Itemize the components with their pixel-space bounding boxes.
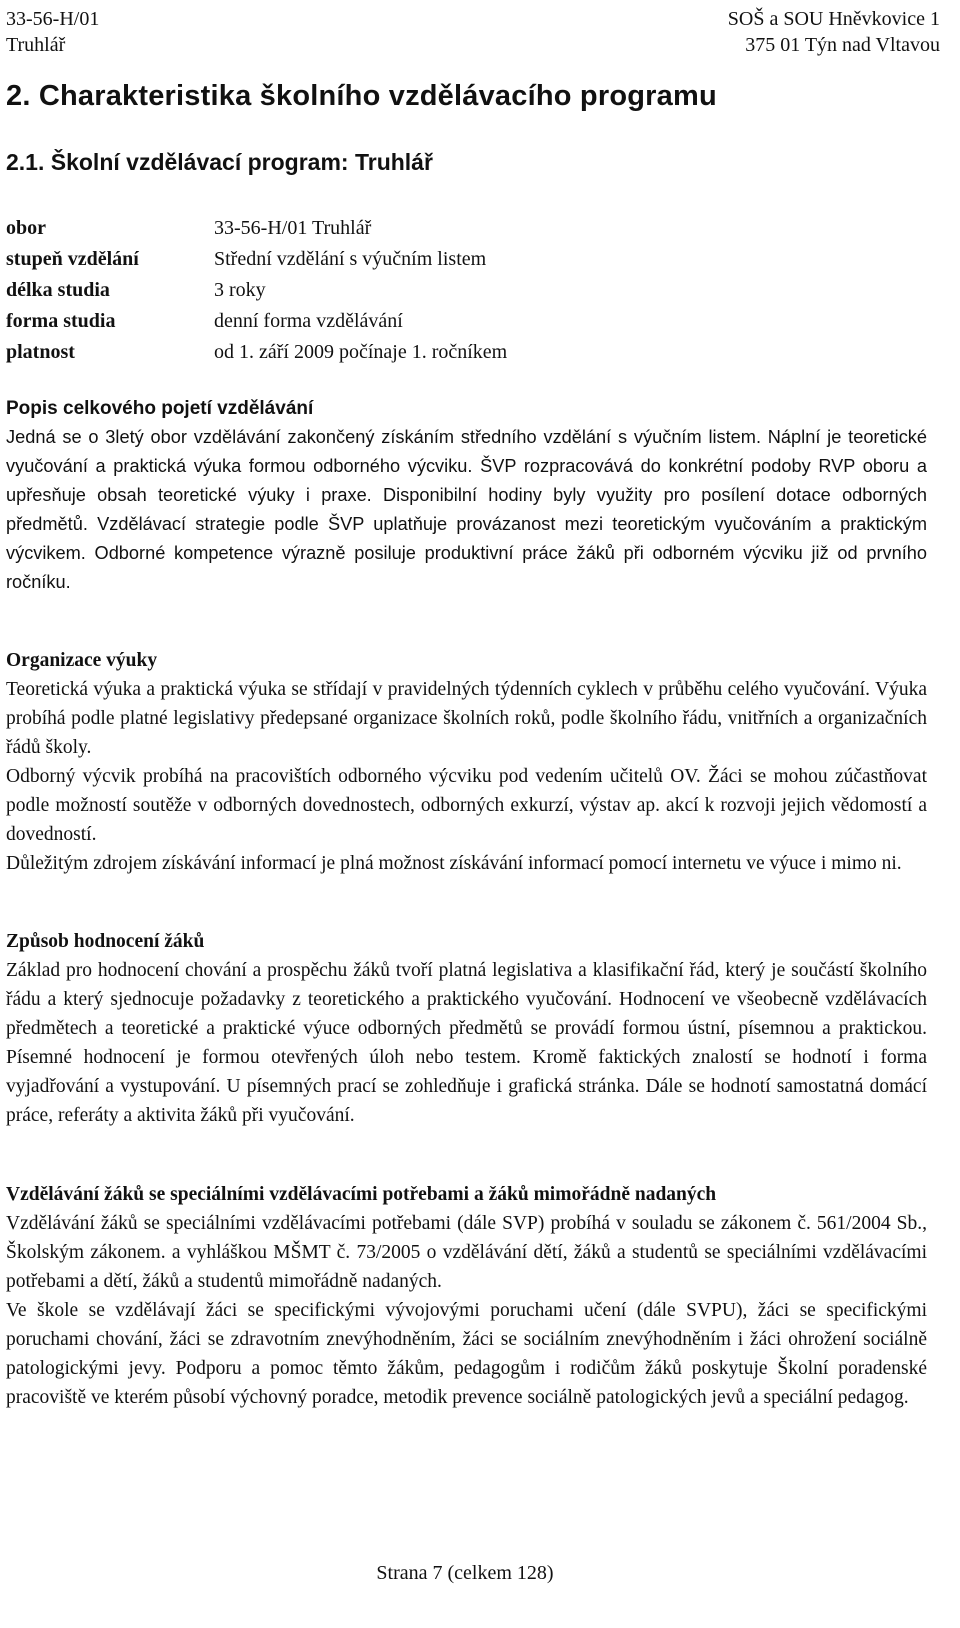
info-value: 3 roky bbox=[214, 279, 266, 301]
info-label: obor bbox=[6, 217, 46, 239]
section-pojeti bbox=[6, 394, 927, 597]
header-left bbox=[6, 6, 99, 58]
info-value: denní forma vzdělávání bbox=[214, 310, 403, 332]
header-code: 33-56-H/01 bbox=[6, 8, 100, 30]
header-right bbox=[728, 6, 940, 58]
section-heading: Způsob hodnocení žáků bbox=[6, 931, 205, 952]
info-label: forma studia bbox=[6, 310, 116, 332]
section-paragraph: Vzdělávání žáků se speciálními vzdělávacími potřebami (dále SVP) probíhá v souladu se zákonem č. 561/2004 Sb., Školským zákonem. a vyhláškou MŠMT č. 73/2005 o vzdělávání dětí, žáků a studentů se speciálními vzdělávacími potřebami a dětí, žáků a studentů mimořádně nadaných. bbox=[6, 1213, 927, 1292]
info-label: platnost bbox=[6, 341, 75, 363]
header-school: SOŠ a SOU Hněvkovice 1 bbox=[727, 8, 940, 30]
info-value: 33-56-H/01 Truhlář bbox=[214, 217, 372, 239]
info-label: stupeň vzdělání bbox=[6, 248, 139, 270]
section-heading: Popis celkového pojetí vzdělávání bbox=[6, 398, 314, 419]
info-value: Střední vzdělání s výučním listem bbox=[214, 248, 487, 270]
section-heading: Vzdělávání žáků se speciálními vzdělávacími potřebami a žáků mimořádně nadaných bbox=[6, 1184, 717, 1205]
section-paragraph: Základ pro hodnocení chování a prospěchu žáků tvoří platná legislativa a klasifikační řád, který je součástí školního řádu a který sjednocuje požadavky z teoretického a praktického vyučování. Hodnocení ve všeobecně vzdělávacích předmětech a teoretické a praktické výuce odborných předmětů se provádí formou ústní, písemnou a praktickou. Písemné hodnocení je formou otevřených úloh nebo testem. Kromě faktických znalostí se hodnotí i forma vyjadřování a vystupování. U písemných prací se zohledňuje i grafická stránka. Dále se hodnotí samostatná domácí práce, referáty a aktivita žáků při vyučování. bbox=[6, 960, 927, 1126]
header-address: 375 01 Týn nad Vltavou bbox=[745, 34, 940, 56]
section-paragraph: Odborný výcvik probíhá na pracovištích odborného výcviku pod vedením učitelů OV. Žáci se mohou zúčastňovat podle možností soutěže v odborných dovednostech, odborných exkurzí, výstav ap. akcí k rozvoji jejich vědomostí a dovedností. bbox=[6, 766, 927, 845]
page-footer: Strana 7 (celkem 128) bbox=[376, 1562, 554, 1584]
header-program: Truhlář bbox=[6, 34, 66, 56]
section-organizace bbox=[6, 646, 927, 878]
section-heading: Organizace výuky bbox=[6, 650, 158, 671]
section-paragraph: Důležitým zdrojem získávání informací je plná možnost získávání informací pomocí internetu ve výuce i mimo ni. bbox=[6, 853, 902, 874]
section-svp bbox=[6, 1180, 927, 1412]
section-paragraph: Teoretická výuka a praktická výuka se střídají v pravidelných týdenních cyklech v průběhu celého vyučování. Výuka probíhá podle platné legislativy předepsané organizace školních roků, podle školního řádu, vnitřních a organizačních řádů školy. bbox=[6, 679, 927, 758]
section-paragraph: Jedná se o 3letý obor vzdělávání zakončený získáním středního vzdělání s výučním listem. Náplní je teoretické vyučování a praktická výuka formou odborného výcviku. ŠVP rozpracovává do konkrétní podoby RVP oboru a upřesňuje obsah teoretické výuky i praxe. Disponibilní hodiny byly využity pro posílení dotace odborných předmětů. Vzdělávací strategie podle ŠVP uplatňuje provázanost mezi teoretickým vyučováním a praktickým výcvikem. Odborné kompetence výrazně posiluje produktivní práce žáků při odborném výcviku již od prvního ročníku. bbox=[6, 427, 927, 592]
info-label: délka studia bbox=[6, 279, 110, 301]
section-paragraph: Ve škole se vzdělávají žáci se specifickými vývojovými poruchami učení (dále SVPU), žáci se specifickými poruchami chování, žáci se zdravotním znevýhodněním, žáci se sociálním znevýhodněním i žáci ohrožení sociálně patologickými jevy. Podporu a pomoc těmto žákům, pedagogům i rodičům žáků poskytuje Školní poradenské pracoviště ve kterém působí výchovný poradce, metodik prevence sociálně patologických jevů a speciální pedagog. bbox=[6, 1300, 927, 1408]
page-title: 2. Charakteristika školního vzdělávacího programu bbox=[6, 80, 717, 112]
info-value: od 1. září 2009 počínaje 1. ročníkem bbox=[214, 341, 508, 363]
section-subtitle: 2.1. Školní vzdělávací program: Truhlář bbox=[6, 149, 433, 175]
section-hodnoceni bbox=[6, 927, 927, 1130]
